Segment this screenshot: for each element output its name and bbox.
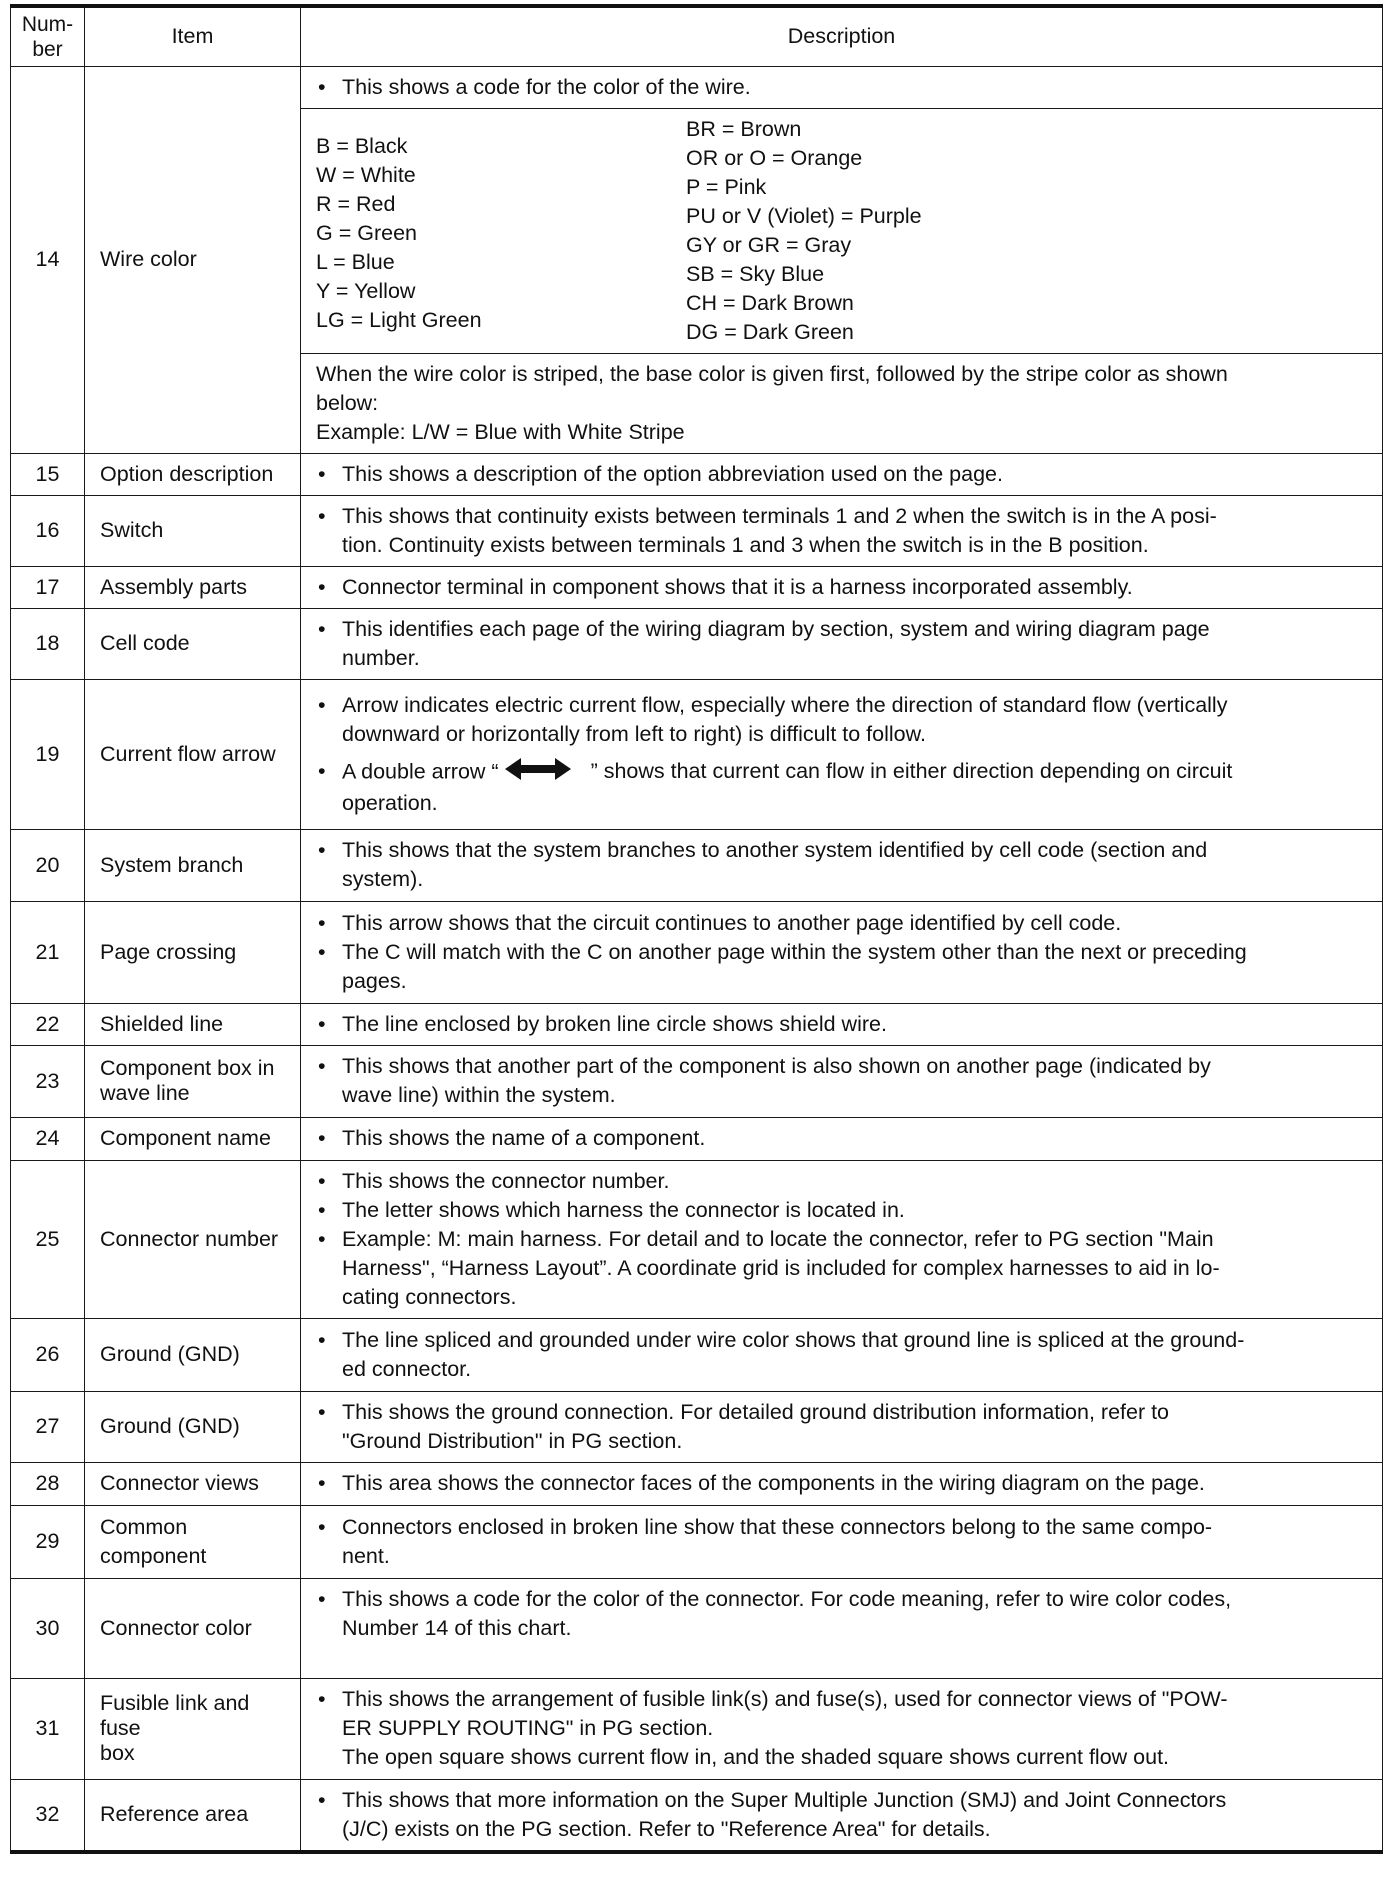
row-item: Switch: [85, 495, 301, 566]
table-row: [11, 1045, 1383, 1117]
color-code: LG = Light Green: [316, 307, 482, 332]
bullet-item: [316, 1585, 1368, 1643]
bullet-text: [342, 1786, 1368, 1844]
bullet-line: The C will match with the C on another page within the system other than the next or preceding: [342, 939, 1247, 964]
table-row: [11, 1318, 1383, 1391]
bullet-line: The line enclosed by broken line circle shows shield wire.: [342, 1011, 887, 1036]
row-item: Page crossing: [85, 901, 301, 1003]
bullet-text: [342, 1513, 1368, 1571]
bullet-item: [316, 460, 1368, 489]
bullet-item: [316, 1010, 1368, 1039]
bullet: •: [318, 1399, 326, 1424]
row-number: 14: [11, 66, 85, 453]
table-row: [11, 1117, 1383, 1160]
bullet-text: [342, 1196, 1368, 1225]
bullet-line: Harness", “Harness Layout”. A coordinate grid is included for complex harnesses to aid in lo-: [342, 1255, 1220, 1280]
row-description: [301, 566, 1383, 608]
row-number: 17: [11, 566, 85, 608]
color-code: GY or GR = Gray: [686, 232, 852, 257]
row-description: [301, 1003, 1383, 1045]
bullet: •: [318, 1226, 326, 1251]
bullet: •: [318, 1126, 326, 1150]
bullet-line: operation.: [342, 790, 438, 815]
bullet-item: [316, 757, 1368, 818]
row-number: 26: [11, 1318, 85, 1391]
bullet-line: This shows a code for the color of the connector. For code meaning, refer to wire color codes,: [342, 1586, 1232, 1611]
bullet-item: [316, 1225, 1368, 1312]
color-code: G = Green: [316, 220, 417, 245]
row-number: 30: [11, 1578, 85, 1678]
row-number: 22: [11, 1003, 85, 1045]
bullet-text: [342, 1398, 1368, 1456]
bullet-text: [342, 909, 1368, 938]
bullet: •: [318, 461, 326, 486]
bullet-text: [342, 1585, 1368, 1643]
bullet-line: number.: [342, 645, 420, 670]
bullet: •: [318, 616, 326, 641]
table-row: [11, 901, 1383, 1003]
bullet-line: wave line) within the system.: [342, 1083, 616, 1107]
table-row: [11, 1391, 1383, 1462]
bullet-line: This shows that continuity exists between terminals 1 and 2 when the switch is in the A posi-: [342, 503, 1217, 528]
table-row: [11, 566, 1383, 608]
stripe-note-line: below:: [316, 390, 379, 415]
bullet-text: [342, 1469, 1368, 1498]
row-number: 31: [11, 1678, 85, 1779]
row-item: Connector color: [85, 1578, 301, 1678]
bullet-line: This shows the connector number.: [342, 1168, 670, 1193]
header-item: Item: [85, 6, 301, 66]
bullet-line: The letter shows which harness the connector is located in.: [342, 1197, 905, 1222]
row-description: [301, 901, 1383, 1003]
row-number: 29: [11, 1505, 85, 1578]
table-row: [11, 1779, 1383, 1852]
bullet-line: The line spliced and grounded under wire color shows that ground line is spliced at the ground-: [342, 1327, 1245, 1352]
stripe-note: [301, 353, 1383, 453]
bullet-item: [316, 1326, 1368, 1384]
bullet-text: [342, 1167, 1368, 1196]
table-row: [11, 1505, 1383, 1578]
bullet-line: "Ground Distribution" in PG section.: [342, 1428, 683, 1453]
bullet-item: [316, 1052, 1368, 1110]
bullet-text: [342, 460, 1368, 489]
row-description: [301, 1505, 1383, 1578]
color-code: Y = Yellow: [316, 278, 416, 303]
row-item: Common component: [85, 1505, 301, 1578]
bullet-line: pages.: [342, 968, 407, 993]
row-number: 15: [11, 453, 85, 495]
bullet-item: [316, 573, 1368, 602]
bullet-item: [316, 1685, 1368, 1772]
row-item: Cell code: [85, 608, 301, 679]
row-number: 21: [11, 901, 85, 1003]
row-number: 19: [11, 679, 85, 829]
bullet: •: [318, 1197, 326, 1222]
row-item: Connector views: [85, 1462, 301, 1505]
color-code: L = Blue: [316, 249, 395, 274]
row-item: System branch: [85, 829, 301, 901]
table-row: [11, 1678, 1383, 1779]
row-item-line: Fusible link and fuse: [100, 1691, 250, 1740]
color-codes: [301, 108, 1383, 353]
bullet: •: [318, 1054, 326, 1078]
row-number: 20: [11, 829, 85, 901]
bullet-line: ER SUPPLY ROUTING" in PG section.: [342, 1716, 714, 1740]
row-item: [85, 1045, 301, 1117]
header-number: [11, 6, 85, 66]
bullet-item: [316, 909, 1368, 938]
row-item: Shielded line: [85, 1003, 301, 1045]
stripe-note-line: Example: L/W = Blue with White Stripe: [316, 419, 685, 444]
row-description: [301, 608, 1383, 679]
row-description: [301, 453, 1383, 495]
color-code: SB = Sky Blue: [686, 261, 825, 286]
bullet-item: [316, 1167, 1368, 1196]
bullet-line: This arrow shows that the circuit continues to another page identified by cell code.: [342, 910, 1122, 935]
bullet-line: nent.: [342, 1543, 390, 1568]
row-item: Connector number: [85, 1160, 301, 1318]
row-number: 28: [11, 1462, 85, 1505]
row-item: [85, 1678, 301, 1779]
row-number: 18: [11, 608, 85, 679]
bullet-item: [316, 1398, 1368, 1456]
row-description: [301, 495, 1383, 566]
bullet-line: This shows that another part of the component is also shown on another page (indicated by: [342, 1054, 1211, 1078]
bullet-item: [316, 1513, 1368, 1571]
row-item-line: wave line: [100, 1081, 190, 1105]
bullet-text: [342, 1225, 1368, 1312]
header-number-line: Num-: [21, 12, 74, 36]
table-row: [11, 495, 1383, 566]
color-code: CH = Dark Brown: [686, 290, 854, 315]
table-row: [11, 1003, 1383, 1045]
color-code: DG = Dark Green: [686, 319, 854, 344]
bullet-line: Connectors enclosed in broken line show that these connectors belong to the same compo-: [342, 1514, 1213, 1539]
row-description: [301, 1160, 1383, 1318]
row-description: [301, 1578, 1383, 1678]
bullet-text-part: A double arrow “: [342, 759, 499, 784]
bullet-line: This identifies each page of the wiring diagram by section, system and wiring diagram page: [342, 616, 1210, 641]
bullet-text-part: ” shows that current can flow in either direction depending on circuit: [590, 759, 1233, 784]
bullet-item: [316, 502, 1368, 560]
table-row: [11, 66, 1383, 108]
table-row: [11, 453, 1383, 495]
row-item: Ground (GND): [85, 1391, 301, 1462]
bullet: •: [318, 838, 326, 862]
bullet-item: [316, 1196, 1368, 1225]
row-item: Wire color: [85, 66, 301, 453]
bullet: •: [318, 1586, 326, 1611]
bullet-line: ed connector.: [342, 1356, 472, 1381]
bullet-line: This shows the name of a component.: [342, 1126, 706, 1150]
row-number: 27: [11, 1391, 85, 1462]
bullet-item: [316, 691, 1368, 749]
color-code: BR = Brown: [686, 116, 802, 141]
row-number: 32: [11, 1779, 85, 1852]
bullet: •: [318, 1011, 326, 1036]
bullet-text: This shows a code for the color of the wire.: [342, 74, 751, 99]
bullet-line: system).: [342, 867, 424, 891]
bullet-line: [342, 757, 1368, 789]
table-row: [11, 679, 1383, 829]
bullet-item: [316, 1124, 1368, 1153]
bullet-item: [316, 938, 1368, 996]
bullet: •: [318, 74, 326, 99]
bullet-item: [316, 1469, 1368, 1498]
bullet-text: [342, 1052, 1368, 1110]
bullet-line: Connector terminal in component shows that it is a harness incorporated assembly.: [342, 574, 1133, 599]
color-code: P = Pink: [686, 174, 767, 199]
reference-table: [10, 4, 1383, 1854]
bullet-text: [342, 502, 1368, 560]
bullet-line: Example: M: main harness. For detail and to locate the connector, refer to PG section "Main: [342, 1226, 1214, 1251]
color-codes-left: [316, 115, 686, 347]
bullet: •: [318, 1787, 326, 1812]
bullet: •: [318, 1168, 326, 1193]
double-arrow-icon: [505, 757, 571, 789]
bullet-item: [316, 1786, 1368, 1844]
row-item: Assembly parts: [85, 566, 301, 608]
bullet-line: (J/C) exists on the PG section. Refer to "Reference Area" for details.: [342, 1816, 991, 1841]
bullet-line: This shows a description of the option abbreviation used on the page.: [342, 461, 1003, 486]
bullet-text: [342, 757, 1368, 818]
row-item: Component name: [85, 1117, 301, 1160]
row-number: 16: [11, 495, 85, 566]
color-code: R = Red: [316, 191, 396, 216]
bullet: •: [318, 910, 326, 935]
row-description: [301, 1678, 1383, 1779]
bullet: •: [318, 1327, 326, 1352]
bullet-text: [342, 1685, 1368, 1772]
color-code: PU or V (Violet) = Purple: [686, 203, 922, 228]
color-codes-right: [686, 115, 1368, 347]
row-item-line: box: [100, 1741, 135, 1765]
row-description: [301, 679, 1383, 829]
row-description: [301, 1117, 1383, 1160]
color-code: OR or O = Orange: [686, 145, 863, 170]
row-number: 24: [11, 1117, 85, 1160]
bullet-line: Number 14 of this chart.: [342, 1615, 572, 1640]
header-row: [11, 6, 1383, 66]
bullet-text: [342, 691, 1368, 749]
bullet: •: [318, 503, 326, 528]
bullet-line: tion. Continuity exists between terminals 1 and 3 when the switch is in the B position.: [342, 532, 1149, 557]
row-number: 25: [11, 1160, 85, 1318]
row-description: [301, 1045, 1383, 1117]
header-description: Description: [301, 6, 1383, 66]
color-code: B = Black: [316, 133, 408, 158]
bullet-line: cating connectors.: [342, 1284, 517, 1309]
bullet-line: This shows that the system branches to another system identified by cell code (section and: [342, 838, 1208, 862]
bullet-line: Arrow indicates electric current flow, especially where the direction of standard flow (vertically: [342, 692, 1228, 717]
table-row: [11, 829, 1383, 901]
bullet-line: The open square shows current flow in, and the shaded square shows current flow out.: [342, 1745, 1170, 1769]
row-item: Option description: [85, 453, 301, 495]
bullet-item: [316, 836, 1368, 894]
header-number-line: ber: [32, 37, 63, 61]
row-description: [301, 1391, 1383, 1462]
row-item: Current flow arrow: [85, 679, 301, 829]
bullet-line: downward or horizontally from left to right) is difficult to follow.: [342, 721, 926, 746]
row-description: [301, 1462, 1383, 1505]
bullet: •: [318, 1514, 326, 1539]
color-code: W = White: [316, 162, 416, 187]
bullet: •: [318, 939, 326, 964]
bullet-line: This shows that more information on the Super Multiple Junction (SMJ) and Joint Connectors: [342, 1787, 1227, 1812]
row-number: 23: [11, 1045, 85, 1117]
row-description: [301, 66, 1383, 108]
bullet-text: [342, 1326, 1368, 1384]
row-description: [301, 1779, 1383, 1852]
table-row: [11, 1578, 1383, 1678]
bullet-line: This shows the ground connection. For detailed ground distribution information, refer to: [342, 1399, 1170, 1424]
bullet-text: [342, 615, 1368, 673]
bullet: •: [318, 758, 326, 783]
bullet-text: [342, 573, 1368, 602]
bullet: •: [318, 692, 326, 717]
table-row: [11, 608, 1383, 679]
row-item: Ground (GND): [85, 1318, 301, 1391]
table-row: [11, 1160, 1383, 1318]
stripe-note-line: When the wire color is striped, the base color is given first, followed by the stripe color as shown: [316, 361, 1228, 386]
bullet-text: [342, 1124, 1368, 1153]
bullet: •: [318, 1687, 326, 1711]
bullet-line: This area shows the connector faces of the components in the wiring diagram on the page.: [342, 1471, 1205, 1495]
bullet-text: [342, 938, 1368, 996]
table-row: [11, 1462, 1383, 1505]
bullet-line: This shows the arrangement of fusible link(s) and fuse(s), used for connector views of "POW-: [342, 1687, 1228, 1711]
bullet-text: [342, 836, 1368, 894]
bullet: •: [318, 1471, 326, 1495]
bullet-item: [316, 615, 1368, 673]
bullet: •: [318, 574, 326, 599]
row-item-line: Component box in: [100, 1056, 275, 1080]
row-item: Reference area: [85, 1779, 301, 1852]
bullet-text: [342, 1010, 1368, 1039]
row-description: [301, 1318, 1383, 1391]
row-description: [301, 829, 1383, 901]
